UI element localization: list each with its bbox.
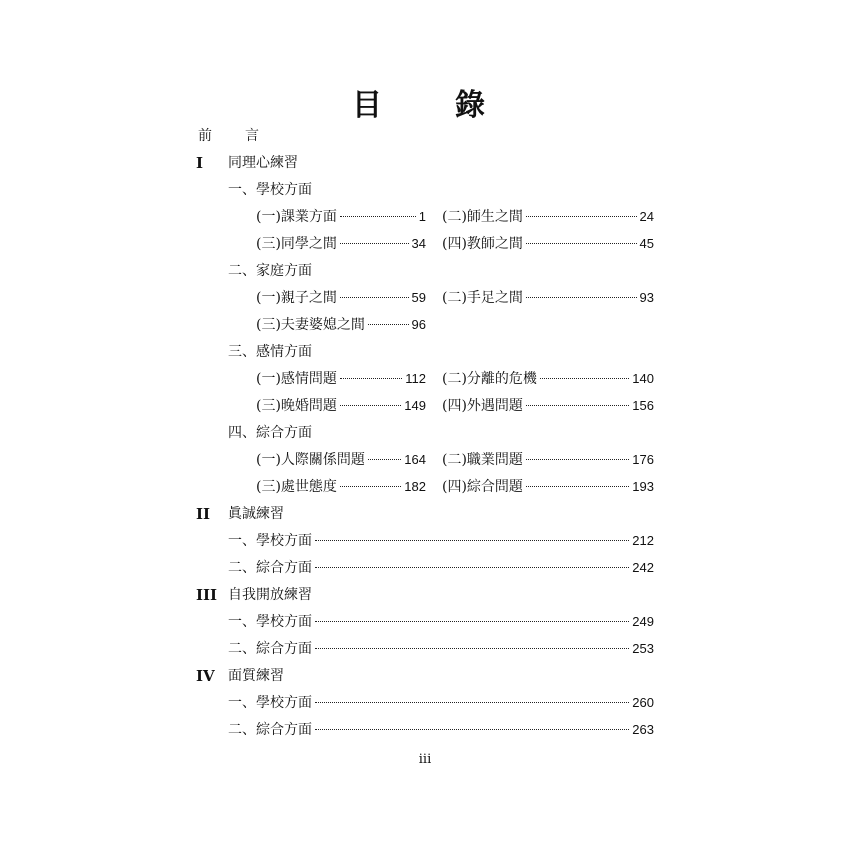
entry-label: (一)人際關係問題 <box>256 452 365 468</box>
entry-label: 一、學校方面 <box>228 695 312 711</box>
toc-entry[interactable] <box>442 449 654 471</box>
page-number: 263 <box>632 722 654 737</box>
roman-numeral: I <box>196 154 204 172</box>
page-number: 164 <box>404 452 426 467</box>
page-number: 96 <box>411 317 426 332</box>
leader-dots <box>526 243 637 244</box>
subsection-title: 三、感情方面 <box>228 344 312 360</box>
entry-label: (一)感情問題 <box>256 371 337 387</box>
leader-dots <box>315 621 629 622</box>
title-char-1: 目 <box>352 88 383 123</box>
leader-dots <box>315 567 629 568</box>
entry-label: 二、綜合方面 <box>228 722 312 738</box>
page-number: 249 <box>632 614 654 629</box>
subsection-heading <box>0 341 850 363</box>
page-number: 93 <box>639 290 654 305</box>
leader-dots <box>526 405 629 406</box>
section-heading <box>0 503 850 525</box>
page-number: 156 <box>632 398 654 413</box>
preface-char-1: 前 <box>198 128 212 144</box>
leader-dots <box>368 459 401 460</box>
leader-dots <box>315 540 629 541</box>
entry-label: (四)綜合問題 <box>442 479 523 495</box>
toc-row <box>0 638 850 660</box>
subsection-title: 四、綜合方面 <box>228 425 312 441</box>
page-number: 149 <box>404 398 426 413</box>
section-title: 眞誠練習 <box>228 506 284 522</box>
roman-numeral: III <box>196 586 218 604</box>
leader-dots <box>315 729 629 730</box>
section-title: 自我開放練習 <box>228 587 312 603</box>
page-number: 59 <box>411 290 426 305</box>
toc-row <box>0 449 850 471</box>
leader-dots <box>526 459 629 460</box>
subsection-title: 二、家庭方面 <box>228 263 312 279</box>
entry-label: (三)同學之間 <box>256 236 337 252</box>
page-number: 176 <box>632 452 654 467</box>
toc-row <box>0 530 850 552</box>
roman-numeral: II <box>196 505 211 523</box>
toc-entry[interactable] <box>442 287 654 309</box>
leader-dots <box>340 216 416 217</box>
page-number: 193 <box>632 479 654 494</box>
entry-label: 一、學校方面 <box>228 533 312 549</box>
leader-dots <box>526 216 637 217</box>
leader-dots <box>540 378 629 379</box>
entry-label: (三)夫妻婆媳之間 <box>256 317 365 333</box>
toc-entry[interactable] <box>256 287 426 309</box>
leader-dots <box>526 486 629 487</box>
page-number: 212 <box>632 533 654 548</box>
entry-label: 二、綜合方面 <box>228 560 312 576</box>
toc-row <box>0 476 850 498</box>
entry-label: (四)外遇問題 <box>442 398 523 414</box>
subsection-heading <box>0 179 850 201</box>
toc-entry[interactable] <box>228 719 654 741</box>
entry-label: (四)教師之間 <box>442 236 523 252</box>
roman-numeral: IV <box>196 667 215 685</box>
toc-row <box>0 719 850 741</box>
toc-entry[interactable] <box>256 314 426 336</box>
page-number: 24 <box>639 209 654 224</box>
page-footer-number: iii <box>418 752 432 767</box>
page-number: 242 <box>632 560 654 575</box>
toc-entry[interactable] <box>228 557 654 579</box>
page-number: 1 <box>418 209 426 224</box>
section-heading <box>0 152 850 174</box>
toc-entry[interactable] <box>256 449 426 471</box>
entry-label: (二)分離的危機 <box>442 371 537 387</box>
toc-row <box>0 233 850 255</box>
leader-dots <box>368 324 409 325</box>
toc-entry[interactable] <box>228 530 654 552</box>
subsection-title: 一、學校方面 <box>228 182 312 198</box>
toc-entry[interactable] <box>442 368 654 390</box>
toc-entry[interactable] <box>256 233 426 255</box>
entry-label: (三)處世態度 <box>256 479 337 495</box>
section-title: 面質練習 <box>228 668 284 684</box>
toc-row <box>0 314 850 336</box>
entry-label: (二)職業問題 <box>442 452 523 468</box>
toc-row <box>0 557 850 579</box>
toc-entry[interactable] <box>256 395 426 417</box>
section-heading <box>0 665 850 687</box>
toc-row <box>0 368 850 390</box>
page-number: 34 <box>411 236 426 251</box>
preface-row <box>0 125 850 147</box>
toc-entry[interactable] <box>442 206 654 228</box>
toc-row <box>0 206 850 228</box>
toc-row <box>0 287 850 309</box>
toc-row <box>0 611 850 633</box>
toc-entry[interactable] <box>256 206 426 228</box>
section-title: 同理心練習 <box>228 155 298 171</box>
page-number: 182 <box>404 479 426 494</box>
section-heading <box>0 584 850 606</box>
leader-dots <box>340 243 409 244</box>
leader-dots <box>340 486 401 487</box>
leader-dots <box>340 405 401 406</box>
toc-entry[interactable] <box>228 638 654 660</box>
page-number: 253 <box>632 641 654 656</box>
toc-entry[interactable] <box>228 611 654 633</box>
entry-label: (二)師生之間 <box>442 209 523 225</box>
subsection-heading <box>0 260 850 282</box>
page-number: 260 <box>632 695 654 710</box>
preface-char-2: 言 <box>245 128 259 144</box>
toc-row <box>0 692 850 714</box>
leader-dots <box>340 297 409 298</box>
toc-entry[interactable] <box>256 368 426 390</box>
subsection-heading <box>0 422 850 444</box>
toc-row <box>0 395 850 417</box>
toc-entry[interactable] <box>442 395 654 417</box>
leader-dots <box>315 648 629 649</box>
entry-label: 二、綜合方面 <box>228 641 312 657</box>
leader-dots <box>340 378 402 379</box>
entry-label: (一)課業方面 <box>256 209 337 225</box>
entry-label: (二)手足之間 <box>442 290 523 306</box>
page-number: 45 <box>639 236 654 251</box>
title-char-2: 錄 <box>455 88 486 123</box>
leader-dots <box>526 297 637 298</box>
toc-entry[interactable] <box>442 476 654 498</box>
toc-entry[interactable] <box>256 476 426 498</box>
toc-entry[interactable] <box>442 233 654 255</box>
leader-dots <box>315 702 629 703</box>
entry-label: 一、學校方面 <box>228 614 312 630</box>
page-number: 140 <box>632 371 654 386</box>
entry-label: (一)親子之間 <box>256 290 337 306</box>
entry-label: (三)晚婚問題 <box>256 398 337 414</box>
toc-entry[interactable] <box>228 692 654 714</box>
page-number: 112 <box>405 371 426 386</box>
